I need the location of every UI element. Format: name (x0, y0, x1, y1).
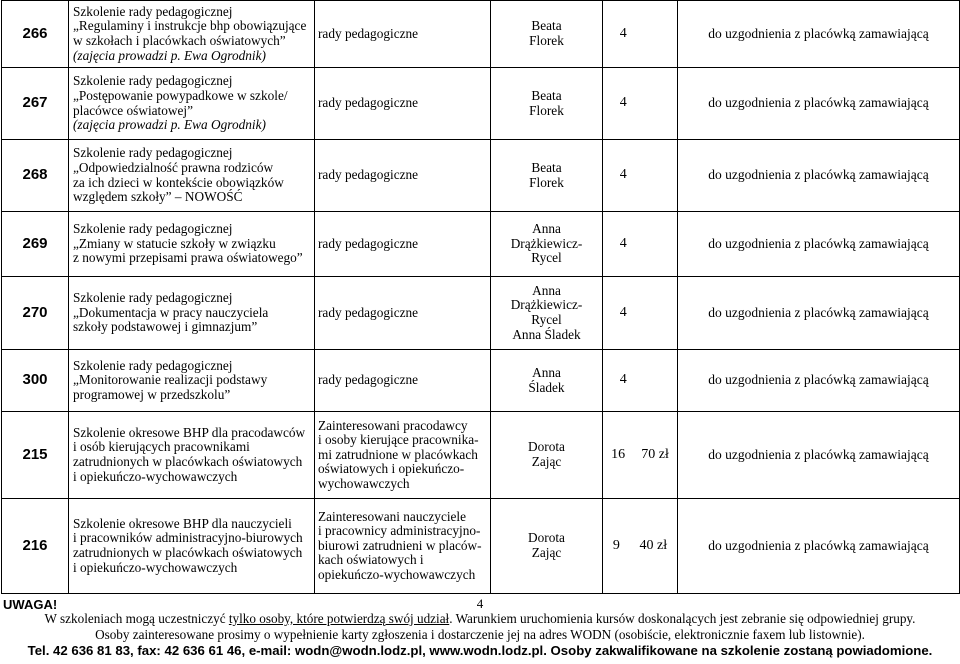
course-title-line: (zajęcia prowadzi p. Ewa Ogrodnik) (73, 117, 266, 133)
course-title (69, 412, 315, 499)
hours-price-wrap (603, 168, 677, 183)
course-title (69, 212, 315, 277)
course-audience-line: rady pedagogiczne (318, 25, 419, 41)
course-leader-line: Śladek (528, 379, 565, 395)
course-title-line: Szkolenie rady pedagogicznej (73, 221, 233, 237)
course-hours-price (603, 68, 678, 140)
course-hours-price (603, 277, 678, 350)
course-hours: 9 (612, 537, 620, 553)
course-title-line: (zajęcia prowadzi p. Ewa Ogrodnik) (73, 47, 266, 63)
course-title (69, 68, 315, 140)
course-title-line: programowej w przedszkolu” (73, 386, 231, 402)
course-title-line: „Monitorowanie realizacji podstawy (73, 372, 268, 388)
course-audience-line: i pracownicy administracyjno- (318, 523, 481, 539)
table-row (2, 499, 960, 594)
course-leader-line: Anna (532, 282, 561, 298)
course-leader-line: Zając (531, 454, 562, 469)
page-number: 4 (476, 596, 484, 611)
course-hours-price (603, 140, 678, 212)
course-title-line: Szkolenie rady pedagogicznej (73, 3, 233, 19)
footer-line-participation (0, 611, 960, 627)
course-number: 300 (2, 350, 69, 412)
course-leader-line: Dorota (528, 439, 565, 455)
hours-price-wrap (603, 96, 677, 111)
footer-line1-underlined: tylko osoby, które potwierdzą swój udział (228, 611, 450, 626)
course-leader (491, 499, 603, 594)
course-leader-line: Beata (531, 18, 562, 34)
table-row (2, 277, 960, 350)
course-audience-line: rady pedagogiczne (318, 304, 419, 320)
course-title-line: z nowymi przepisami prawa oświatowego” (73, 250, 303, 266)
course-title-line: zatrudnionych w placówkach oświatowych (73, 545, 303, 560)
course-leader (491, 412, 603, 499)
course-term: do uzgodnienia z placówką zamawiającą (678, 68, 960, 140)
course-audience-line: Zainteresowani pracodawcy (318, 417, 468, 433)
course-leader-line: Drążkiewicz- (510, 297, 583, 313)
table-row (2, 140, 960, 212)
course-term: do uzgodnienia z placówką zamawiającą (678, 412, 960, 499)
course-leader-line: Anna (532, 221, 561, 237)
course-audience-line: rady pedagogiczne (318, 167, 419, 183)
course-leader-line: Florek (529, 102, 564, 118)
footer-line-registration: Osoby zainteresowane prosimy o wypełnienie karty zgłoszenia i dostarczenie jej na adres WODN (osobiście, elektronicznie faxem lub listownie). (95, 627, 865, 642)
course-title (69, 350, 315, 412)
course-audience-line: rady pedagogiczne (318, 95, 419, 111)
course-title-line: i osób kierujących pracownikami (73, 439, 250, 455)
course-price: 70 zł (641, 446, 669, 462)
course-term: do uzgodnienia z placówką zamawiającą (678, 1, 960, 68)
courses-table (1, 0, 960, 594)
course-leader-line: Zając (531, 545, 562, 560)
course-title (69, 277, 315, 350)
course-title-line: i opiekuńczo-wychowawczych (73, 468, 238, 484)
course-title-line: „Zmiany w statucie szkoły w związku (73, 235, 276, 251)
course-title-line: za ich dzieci w kontekście obowiązków (73, 174, 284, 190)
course-term: do uzgodnienia z placówką zamawiającą (678, 277, 960, 350)
course-audience-line: opiekuńczo-wychowawczych (318, 566, 476, 582)
course-title-line: „Dokumentacja w pracy nauczyciela (73, 304, 269, 320)
course-hours: 4 (619, 167, 627, 183)
course-title-line: Szkolenie rady pedagogicznej (73, 145, 233, 161)
course-title-line: Szkolenie okresowe BHP dla pracodawców (73, 424, 306, 440)
course-leader (491, 140, 603, 212)
course-hours: 4 (619, 235, 627, 251)
course-leader (491, 350, 603, 412)
course-audience (315, 1, 491, 68)
course-leader-line: Rycel (531, 312, 562, 327)
course-leader-line: Dorota (528, 530, 565, 546)
course-hours: 4 (619, 95, 627, 111)
footer-line-contact: Tel. 42 636 81 83, fax: 42 636 61 46, e-mail: wodn@wodn.lodz.pl, www.wodn.lodz.pl. Osoby zakwalifikowane na szkolenie zostaną powiadomione. (27, 643, 933, 658)
footer (0, 597, 960, 659)
table-row (2, 1, 960, 68)
course-leader-line: Florek (529, 33, 564, 48)
hours-price-wrap (603, 27, 677, 42)
hours-price-wrap (603, 306, 677, 321)
course-leader-line: Rycel (531, 250, 562, 266)
course-audience-line: oświatowych i opiekuńczo- (318, 461, 465, 477)
course-title-line: Szkolenie rady pedagogicznej (73, 73, 233, 89)
warning-label: UWAGA! (3, 597, 58, 612)
course-hours-price (603, 499, 678, 594)
hours-price-wrap (603, 539, 677, 554)
course-term: do uzgodnienia z placówką zamawiającą (678, 140, 960, 212)
course-hours: 4 (619, 304, 627, 320)
course-audience (315, 350, 491, 412)
course-term: do uzgodnienia z placówką zamawiającą (678, 212, 960, 277)
course-audience (315, 212, 491, 277)
courses-table-body (2, 1, 960, 594)
course-leader (491, 212, 603, 277)
course-title-line: Szkolenie rady pedagogicznej (73, 290, 233, 306)
course-title-line: w szkołach i placówkach oświatowych” (73, 33, 286, 48)
course-audience-line: wychowawczych (318, 475, 410, 491)
course-audience (315, 277, 491, 350)
table-row (2, 412, 960, 499)
course-audience-line: kach oświatowych i (318, 552, 424, 568)
course-title-line: Szkolenie okresowe BHP dla nauczycieli (73, 515, 292, 531)
course-audience-line: biurowi zatrudnieni w placów- (318, 537, 482, 553)
course-hours-price (603, 1, 678, 68)
course-leader-line: Anna (532, 364, 561, 380)
course-hours-price (603, 212, 678, 277)
course-term: do uzgodnienia z placówką zamawiającą (678, 350, 960, 412)
hours-price-wrap (603, 373, 677, 388)
course-audience-line: rady pedagogiczne (318, 372, 419, 388)
course-leader (491, 277, 603, 350)
course-title-line: „Regulaminy i instrukcje bhp obowiązujące (73, 18, 307, 34)
course-leader-line: Anna Śladek (512, 326, 581, 342)
course-title-line: „Postępowanie powypadkowe w szkole/ (73, 87, 288, 103)
course-number: 270 (2, 277, 69, 350)
course-audience (315, 68, 491, 140)
course-hours: 16 (611, 446, 626, 462)
course-title (69, 140, 315, 212)
course-audience-line: mi zatrudnione w placówkach (318, 446, 478, 462)
course-number: 266 (2, 1, 69, 68)
course-audience (315, 140, 491, 212)
course-number: 268 (2, 140, 69, 212)
course-audience-line: Zainteresowani nauczyciele (318, 508, 467, 524)
course-title-line: i pracowników administracyjno-biurowych (73, 530, 303, 546)
course-hours: 4 (619, 25, 627, 41)
course-title (69, 499, 315, 594)
table-row (2, 350, 960, 412)
course-leader (491, 68, 603, 140)
course-number: 216 (2, 499, 69, 594)
course-title-line: placówce oświatowej” (73, 102, 193, 118)
course-leader-line: Beata (531, 87, 562, 103)
course-leader-line: Beata (531, 159, 562, 175)
hours-price-wrap (603, 237, 677, 252)
course-title-line: Szkolenie rady pedagogicznej (73, 357, 233, 373)
course-number: 267 (2, 68, 69, 140)
course-hours-price (603, 350, 678, 412)
course-price: 40 zł (639, 537, 668, 553)
course-number: 269 (2, 212, 69, 277)
course-title-line: szkoły podstawowej i gimnazjum” (73, 319, 258, 335)
course-title-line: i opiekuńczo-wychowawczych (73, 559, 238, 575)
course-leader (491, 1, 603, 68)
course-title-line: względem szkoły” – NOWOŚĆ (73, 189, 243, 205)
course-hours-price (603, 412, 678, 499)
course-leader-line: Drążkiewicz- (510, 235, 583, 251)
course-title-line: zatrudnionych w placówkach oświatowych (73, 454, 303, 469)
course-audience (315, 412, 491, 499)
course-leader-line: Florek (529, 174, 564, 190)
course-audience-line: i osoby kierujące pracownika- (318, 432, 479, 448)
course-term: do uzgodnienia z placówką zamawiającą (678, 499, 960, 594)
footer-line1-start: W szkoleniach mogą uczestniczyć (44, 611, 229, 626)
course-audience (315, 499, 491, 594)
course-title (69, 1, 315, 68)
course-title-line: „Odpowiedzialność prawna rodziców (73, 159, 274, 175)
table-row (2, 68, 960, 140)
course-audience-line: rady pedagogiczne (318, 235, 419, 251)
course-hours: 4 (619, 372, 627, 388)
hours-price-wrap (603, 448, 677, 463)
footer-line1-end: . Warunkiem uruchomienia kursów doskonalących jest zebranie się odpowiedniej grupy. (449, 611, 916, 626)
table-row (2, 212, 960, 277)
course-number: 215 (2, 412, 69, 499)
